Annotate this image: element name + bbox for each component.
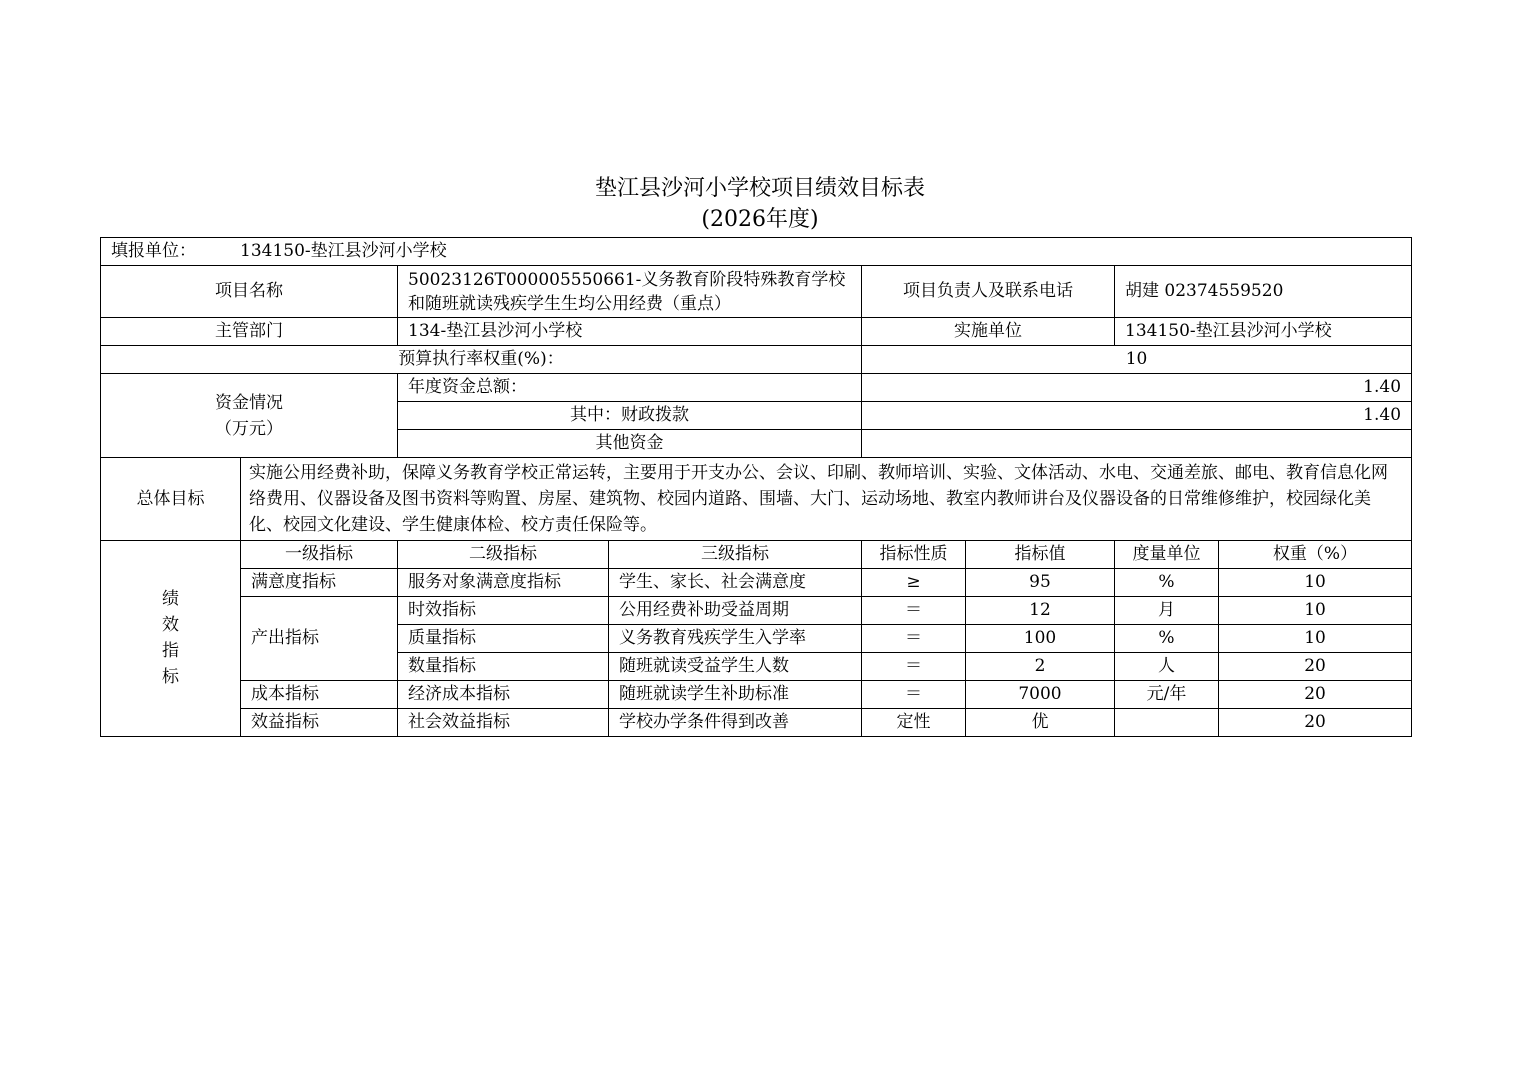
header-level1: 一级指标: [241, 541, 398, 569]
row-value: 7000: [966, 681, 1115, 709]
row-nature: ＝: [862, 653, 966, 681]
row-level2: 时效指标: [398, 597, 609, 625]
goal-label: 总体目标: [101, 458, 241, 541]
impl-value: 134150-垫江县沙河小学校: [1115, 318, 1412, 346]
row-level2: 经济成本指标: [398, 681, 609, 709]
table-row: [101, 569, 1412, 597]
page-title: 垫江县沙河小学校项目绩效目标表: [594, 176, 925, 201]
goal-row: [101, 458, 1412, 541]
row-nature: ≥: [862, 569, 966, 597]
budget-weight-row: [101, 346, 1412, 374]
row-level1: 成本指标: [241, 681, 398, 709]
fiscal-value: 1.40: [862, 402, 1412, 430]
budget-weight-label: 预算执行率权重(%)：: [101, 346, 862, 374]
row-level2: 服务对象满意度指标: [398, 569, 609, 597]
table-row: [101, 709, 1412, 737]
row-level3: 学校办学条件得到改善: [609, 709, 862, 737]
row-unit: %: [1115, 569, 1219, 597]
perf-label-cell: [101, 541, 241, 737]
row-level1: 产出指标: [241, 597, 398, 681]
row-value: 12: [966, 597, 1115, 625]
project-name-row: [101, 266, 1412, 318]
fiscal-label: 其中：财政拨款: [398, 402, 862, 430]
header-weight: 权重（%）: [1219, 541, 1412, 569]
perf-label: 绩效指标: [162, 589, 179, 687]
row-level1: 满意度指标: [241, 569, 398, 597]
row-level3: 随班就读学生补助标准: [609, 681, 862, 709]
fill-unit-row: [101, 238, 1412, 266]
dept-label: 主管部门: [101, 318, 398, 346]
row-value: 100: [966, 625, 1115, 653]
funds-total-row: [101, 374, 1412, 402]
row-unit: [1115, 709, 1219, 737]
dept-row: [101, 318, 1412, 346]
table-row: [101, 597, 1412, 625]
header-value: 指标值: [966, 541, 1115, 569]
total-value: 1.40: [862, 374, 1412, 402]
header-nature: 指标性质: [862, 541, 966, 569]
row-weight: 10: [1219, 597, 1412, 625]
contact-label: 项目负责人及联系电话: [862, 266, 1115, 318]
fill-unit-value: 134150-垫江县沙河小学校: [240, 241, 447, 261]
row-weight: 20: [1219, 709, 1412, 737]
row-level3: 随班就读受益学生人数: [609, 653, 862, 681]
header-level3: 三级指标: [609, 541, 862, 569]
row-level3: 学生、家长、社会满意度: [609, 569, 862, 597]
budget-weight-value: 10: [862, 346, 1412, 374]
funds-label-cell: [101, 374, 398, 458]
row-nature: ＝: [862, 597, 966, 625]
row-value: 95: [966, 569, 1115, 597]
row-nature: 定性: [862, 709, 966, 737]
row-level2: 质量指标: [398, 625, 609, 653]
other-label: 其他资金: [398, 430, 862, 458]
row-weight: 20: [1219, 681, 1412, 709]
project-name-label: 项目名称: [101, 266, 398, 318]
impl-label: 实施单位: [862, 318, 1115, 346]
row-value: 2: [966, 653, 1115, 681]
funds-label: 资金情况: [215, 392, 283, 413]
row-unit: 月: [1115, 597, 1219, 625]
row-nature: ＝: [862, 681, 966, 709]
fill-unit-label: 填报单位：: [111, 241, 196, 261]
row-level2: 社会效益指标: [398, 709, 609, 737]
total-label: 年度资金总额：: [398, 374, 862, 402]
row-level3: 公用经费补助受益周期: [609, 597, 862, 625]
row-unit: %: [1115, 625, 1219, 653]
row-unit: 人: [1115, 653, 1219, 681]
row-weight: 10: [1219, 625, 1412, 653]
page-subtitle: (2026年度): [701, 207, 819, 232]
funds-unit: （万元）: [215, 418, 283, 439]
goal-text: 实施公用经费补助，保障义务教育学校正常运转，主要用于开支办公、会议、印刷、教师培训、实验、文体活动、水电、交通差旅、邮电、教育信息化网络费用、仪器设备及图书资料等购置、房屋、建筑物、校园内道路、围墙、大门、运动场地、教室内教师讲台及仪器设备的日常维修维护，校园绿化美化、校园文化建设、学生健康体检、校方责任保险等。: [241, 458, 1412, 541]
project-name-value: 50023126T000005550661-义务教育阶段特殊教育学校和随班就读残疾学生生均公用经费（重点）: [398, 266, 862, 318]
header-level2: 二级指标: [398, 541, 609, 569]
row-unit: 元/年: [1115, 681, 1219, 709]
other-value: [862, 430, 1412, 458]
dept-value: 134-垫江县沙河小学校: [398, 318, 862, 346]
contact-value: 胡建 02374559520: [1115, 266, 1412, 318]
table-row: [101, 681, 1412, 709]
row-weight: 10: [1219, 569, 1412, 597]
row-weight: 20: [1219, 653, 1412, 681]
row-level2: 数量指标: [398, 653, 609, 681]
row-nature: ＝: [862, 625, 966, 653]
row-value: 优: [966, 709, 1115, 737]
row-level1: 效益指标: [241, 709, 398, 737]
indicator-header-row: [101, 541, 1412, 569]
performance-target-table: [100, 237, 1412, 737]
header-unit: 度量单位: [1115, 541, 1219, 569]
row-level3: 义务教育残疾学生入学率: [609, 625, 862, 653]
